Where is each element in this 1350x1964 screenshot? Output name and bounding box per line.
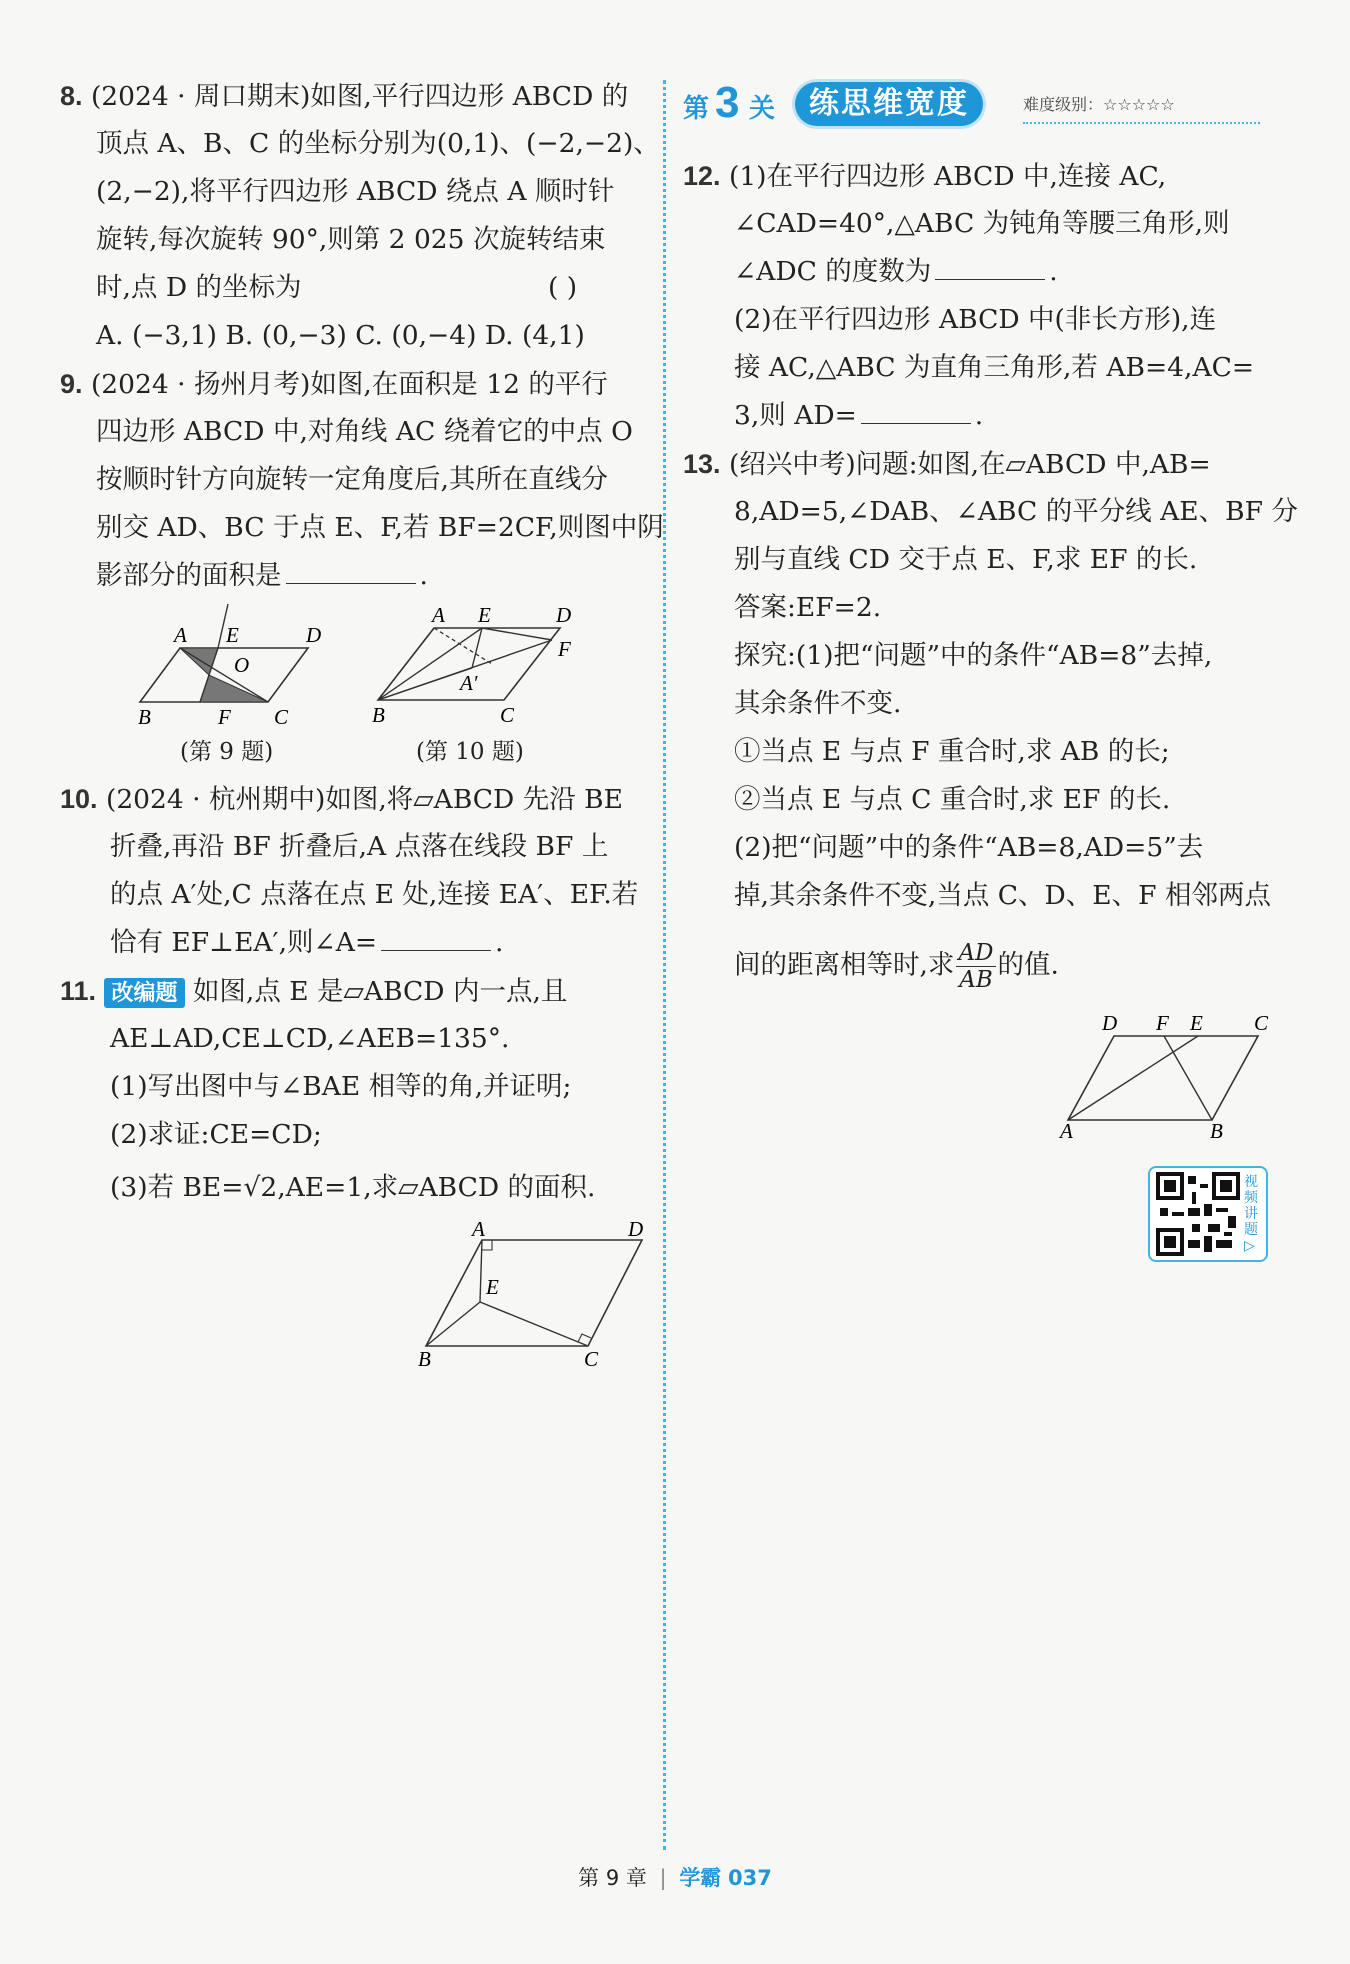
header-level-number: 3 bbox=[715, 78, 740, 127]
q10-label-b: B bbox=[372, 703, 385, 727]
q9-label-e: E bbox=[226, 623, 239, 647]
qr-code-icon bbox=[1156, 1172, 1240, 1256]
q11-label-d: D bbox=[628, 1218, 644, 1241]
q13-line-11: 间的距离相等时,求 $\frac{AD}{AB}$ 的值. bbox=[734, 940, 1059, 993]
q10-label-f: F bbox=[558, 637, 571, 661]
q12-line-1: 12. (1)在平行四边形 ABCD 中,连接 AC, bbox=[683, 161, 1167, 192]
q12-line-2: ∠CAD=40°,△ABC 为钝角等腰三角形,则 bbox=[734, 208, 1230, 239]
q11-label-c: C bbox=[584, 1347, 599, 1368]
q13-line-10: 掉,其余条件不变,当点 C、D、E、F 相邻两点 bbox=[734, 880, 1271, 911]
header-title: 练思维宽度 bbox=[795, 82, 983, 126]
q13-label-c: C bbox=[1254, 1011, 1269, 1035]
q10-label-e: E bbox=[478, 603, 491, 627]
q13-line-4: 答案:EF=2. bbox=[734, 592, 882, 623]
q8-options: A. (−3,1) B. (0,−3) C. (0,−4) D. (4,1) bbox=[96, 320, 585, 351]
q11-line-4: (2)求证:CE=CD; bbox=[110, 1119, 322, 1150]
q11-line-1: 11. 改编题 如图,点 E 是▱ABCD 内一点,且 bbox=[60, 976, 568, 1007]
q8-line-4: 旋转,每次旋转 90°,则第 2 025 次旋转结束 bbox=[96, 224, 606, 255]
q9-line-2: 四边形 ABCD 中,对角线 AC 绕着它的中点 O bbox=[96, 416, 633, 447]
q13-line-9: (2)把“问题”中的条件“AB=8,AD=5”去 bbox=[734, 832, 1204, 863]
q10-label-d: D bbox=[556, 603, 572, 627]
q13-fraction-numerator: AD bbox=[958, 940, 994, 966]
q13-line-3: 别与直线 CD 交于点 E、F,求 EF 的长. bbox=[734, 544, 1198, 575]
q9-label-b: B bbox=[138, 705, 151, 729]
q11-line-3: (1)写出图中与∠BAE 相等的角,并证明; bbox=[110, 1071, 572, 1102]
q9-label-d: D bbox=[306, 623, 322, 647]
q11-line-5: (3)若 BE=√2,AE=1,求▱ABCD 的面积. bbox=[110, 1172, 596, 1203]
q12-line-3: ∠ADC 的度数为 . bbox=[734, 248, 1058, 296]
q10-line-2: 折叠,再沿 BF 折叠后,A 点落在线段 BF 上 bbox=[110, 831, 609, 862]
page-number: 037 bbox=[728, 1866, 772, 1890]
q10-label-a: A bbox=[432, 603, 445, 627]
q13-line-6: 其余条件不变. bbox=[734, 688, 902, 719]
q13-line-5: 探究:(1)把“问题”中的条件“AB=8”去掉, bbox=[734, 640, 1213, 671]
q9-line-5: 影部分的面积是 . bbox=[96, 552, 428, 600]
q10-label-c: C bbox=[500, 703, 515, 727]
q11-label-a: A bbox=[472, 1218, 485, 1241]
q13-line-8: ②当点 E 与点 C 重合时,求 EF 的长. bbox=[734, 784, 1171, 815]
header-di: 第 bbox=[683, 93, 710, 123]
column-divider bbox=[663, 80, 666, 1850]
q11-label-b: B bbox=[418, 1347, 431, 1368]
footer-chapter: 第 9 章 bbox=[578, 1866, 647, 1890]
q13-line-2: 8,AD=5,∠DAB、∠ABC 的平分线 AE、BF 分 bbox=[734, 496, 1298, 527]
q13-label-d: D bbox=[1102, 1011, 1118, 1035]
q13-label-e: E bbox=[1190, 1011, 1203, 1035]
q9-label-o: O bbox=[234, 653, 250, 677]
section-header bbox=[683, 80, 1263, 132]
q12-line-5: 接 AC,△ABC 为直角三角形,若 AB=4,AC= bbox=[734, 352, 1255, 383]
q13-line-1: 13. (绍兴中考)问题:如图,在▱ABCD 中,AB= bbox=[683, 449, 1211, 480]
q9-label-a: A bbox=[174, 623, 187, 647]
q11-label-e: E bbox=[486, 1275, 499, 1299]
footer-brand: 学霸 bbox=[679, 1866, 722, 1890]
header-rule bbox=[1023, 122, 1260, 124]
q8-line-1: 8. (2024 · 周口期末)如图,平行四边形 ABCD 的 bbox=[60, 81, 629, 112]
video-qr-code[interactable] bbox=[1148, 1166, 1268, 1262]
page-footer: 第 9 章 | 学霸 037 bbox=[578, 1866, 772, 1890]
q12-2-answer-blank[interactable] bbox=[861, 393, 971, 424]
q9-label-c: C bbox=[274, 705, 289, 729]
q12-line-4: (2)在平行四边形 ABCD 中(非长方形),连 bbox=[734, 304, 1217, 335]
q12-line-6: 3,则 AD= . bbox=[734, 392, 983, 440]
q9-line-1: 9. (2024 · 扬州月考)如图,在面积是 12 的平行 bbox=[60, 369, 608, 400]
q11-line-2: AE⊥AD,CE⊥CD,∠AEB=135°. bbox=[110, 1023, 510, 1054]
q13-label-a: A bbox=[1060, 1119, 1073, 1140]
adapted-question-tag: 改编题 bbox=[104, 978, 184, 1008]
q9-line-4: 别交 AD、BC 于点 E、F,若 BF=2CF,则图中阴 bbox=[96, 512, 664, 543]
q9-label-f: F bbox=[218, 705, 231, 729]
q9-figure bbox=[138, 600, 338, 730]
q10-figure bbox=[372, 602, 582, 730]
q10-line-3: 的点 A′处,C 点落在点 E 处,连接 EA′、EF.若 bbox=[110, 879, 639, 910]
q13-fraction bbox=[956, 940, 995, 993]
q9-answer-blank[interactable] bbox=[286, 553, 416, 584]
q13-line-7: ①当点 E 与点 F 重合时,求 AB 的长; bbox=[734, 736, 1170, 767]
q8-line-3: (2,−2),将平行四边形 ABCD 绕点 A 顺时针 bbox=[96, 176, 615, 207]
q9-line-3: 按顺时针方向旋转一定角度后,其所在直线分 bbox=[96, 464, 608, 495]
q8-line-5: 时,点 D 的坐标为 bbox=[96, 272, 302, 303]
q11-figure bbox=[412, 1218, 652, 1368]
q13-label-f: F bbox=[1156, 1011, 1169, 1035]
q13-figure bbox=[1058, 1010, 1278, 1140]
q10-label-a-prime: A′ bbox=[460, 671, 478, 695]
qr-label: 视频讲题▷ bbox=[1244, 1174, 1258, 1254]
q10-caption: (第 10 题) bbox=[416, 739, 524, 765]
header-guan: 关 bbox=[749, 93, 776, 123]
difficulty-level: 难度级别：☆☆☆☆☆ bbox=[1023, 95, 1175, 114]
q13-fraction-denominator: AB bbox=[959, 967, 993, 993]
q9-caption: (第 9 题) bbox=[180, 739, 274, 765]
q10-line-1: 10. (2024 · 杭州期中)如图,将▱ABCD 先沿 BE bbox=[60, 784, 623, 815]
q10-answer-blank[interactable] bbox=[381, 920, 491, 951]
q12-1-answer-blank[interactable] bbox=[935, 249, 1045, 280]
q13-label-b: B bbox=[1210, 1119, 1223, 1140]
q10-line-4: 恰有 EF⊥EA′,则∠A= . bbox=[110, 919, 503, 967]
q8-answer-paren: ( ) bbox=[548, 272, 578, 303]
q8-line-2: 顶点 A、B、C 的坐标分别为(0,1)、(−2,−2)、 bbox=[96, 128, 660, 159]
